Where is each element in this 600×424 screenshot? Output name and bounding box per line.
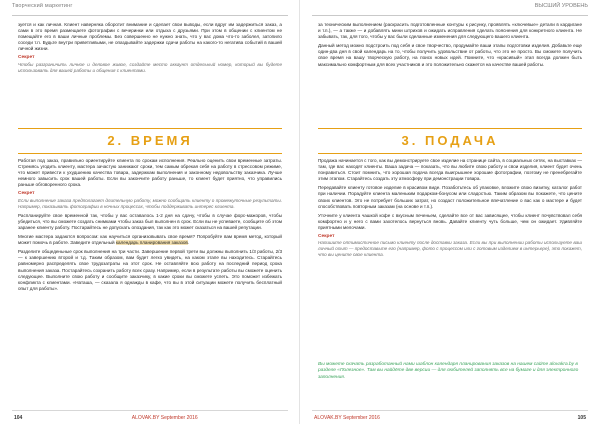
- left-secret1-label: Секрет: [18, 55, 35, 61]
- right-page-number: 105: [577, 415, 586, 421]
- section3-top-rule: [318, 128, 582, 129]
- right-top-column: [318, 22, 582, 71]
- right-secret-text: Напишите оптимистичное письмо клиенту после доставки заказа. Если вы при выполнении работы используете ваш личный опыт — предоставьте его (например, фото с процессом или с готовым изделием в интерьере), это покажет, что вы цените свое клиента.: [318, 240, 582, 258]
- right-top-paragraph: Данный метод можно подстроить под себя и свое творчество, продумайте ваши этапы подготовки изделия. Добавьте еще один-два дня в свой календарь на то, чтобы получить удовольствие от работы, что это не просто. Вы сможете получить свое время на вашу творческую работу, на поиск новых идей. Помните, что «красивый» этап всегда должен быть максимально комфортным для всех участников и это положительно скажется на качестве вашей работы.: [318, 43, 582, 67]
- download-quote: [318, 362, 582, 381]
- section2-title: 2. ВРЕМЯ: [107, 133, 193, 148]
- left-intro-column: [18, 22, 282, 77]
- left-page-number: 104: [14, 415, 23, 421]
- left-secret1-text: Чтобы разграничить личное и деловое живое, создайте место аккаунт отдельный номер, который вы будете использовать для вашей работы и общения с клиентами.: [18, 61, 282, 73]
- download-quote-text: Вы можете скачать разработанный нами шаблон календаря планирования заказов на нашем сайте alovakra.by в разделе «Полезное». Там вы найдёте две версии — для любителей заполнять все на бумаге и для электронного заполнения.: [318, 362, 579, 380]
- left-intro-paragraph: зуется и как личная. Клиент наверняка оборотит внимание и сделает свои выводы, если вдруг им задержиться заказ, а сами в это время размещаете фотографии с вечеринки или отдыха с друзьями. При этом в общении с клиентом не помещайте его в ваши личные проблемы. Без совершенно не нужно знать, что у вас дома что-то заболел, затопило соседи т.п. Будьте внутри приветливыми, не опаздывайте задержки сдачи работы на какого-то негатива событий в вашей личной жизни.: [18, 22, 282, 52]
- right-secret-label: Секрет: [318, 234, 335, 240]
- right-footer: [314, 415, 586, 421]
- section3-title: 3. ПОДАЧА: [401, 133, 499, 148]
- left-body-paragraph: Разделите общеденьные срок выполнения на три части. Завершение первой трети вы должны выполнить 1/3 работы, 2/3 — к завершению второй и т.д. Таким образом, вам будет легко увидеть, на каком этапе вы находитесь. Старайтесь равномерно распределять свое трудозатраты на этот срок. Не оставляйте всю работу на последний период срока выполнения заказа. Постарайтесь сохранить работу всех сразу. Например, если в результате работы вы сможете оценить следующее. Выполните свою работу и сообщите заказчику, в какие сроки вы сможете успеть. Это поможет избежать конфликта с клиентами. «Наташа, — сказала я однажды в кафе, что вы в этой ситуации можете получить бесплатный опыт для работы».: [18, 249, 282, 291]
- right-body-paragraph: Уточните у клиента чашкой кофе с вкусным печеньем, сделайте все от вас зависящее, чтобы клиент почувствовал себя комфортно и у него с вами захотелось вернуться вновь. Давайте клиенту чуть больше, чем он ожидает. Удивляйте приятными мелочами.: [318, 212, 582, 230]
- right-body-column: [318, 158, 582, 261]
- right-body-paragraph: Продажа начинается с того, как вы демонстрируете свое изделие на странице сайта, в социальных сетях, на выставках — там, где вас находят клиенты. Ваша задача — показать, что вы любите свою работу и свои изделия, клиент будет очень понравиться. Стоит помнить, что хорошая подача всегда выигрышнее хорошие фотографии, поэтому не пренебрегайте этим этапом. Старайтесь создать эту атмосферу при демонстрации товара.: [318, 158, 582, 182]
- left-header-rule: [12, 15, 288, 16]
- right-body-paragraph: Передавайте клиенту готовое изделие в красивом виде. Позаботьтесь об упаковке, вложите свою визитку, каталог работ при наличии. Порадуйте клиента маленьким подарком-бонусом или сладостью. Таким образом вы покажете, что цените своих клиентов. Это не потребует больших затрат, но создаст положительное впечатление о вас как о мастере и будет способствовать повторным заказам (на основе и т.п.).: [318, 185, 582, 209]
- left-secret2-text: Если выполнение заказа предполагает длительную работу, можно сообщать клиенту о промежуточные результаты. Например, показывать фотографии в ночных процессах, чтобы поддерживать интерес клиента.: [18, 197, 282, 209]
- left-body-paragraph: Работая под заказ, правильно ориентируйте клиента по срокам исполнения. Реально оценить свои временные затраты. Стремясь угодить клиенту, мастера зачастую занижают сроки, тем самым обрекая себя на работу в стрессовом режиме, что может привести к ухудшению качества товара, задержкам выполнения и законному недовольству заказчика. Лучше немного завысить срок вашей работы. Если вы закончите работу раньше, то клиент будет приятно, что управились раньше обговоренного срока.: [18, 158, 282, 188]
- left-footer-magazine: ALOVAK.BY September 2016: [131, 415, 198, 421]
- left-secret2-label: Секрет: [18, 191, 35, 197]
- right-header-rule: [312, 15, 588, 16]
- left-header-title: Творческий маркетинг: [12, 3, 73, 9]
- left-body-paragraph: Распланируйте свое временной так, чтобы у вас оставалось 1-2 дня на сдачу, чтобы в случае форс-мажоров, чтобы убедиться, что вы сможете создать снимками чтобы заказ был выполнен в срок. Если вы не успеваете, сообщите об этом заранее клиенту работу. Постарайтесь не допускать опоздания, так как это может сказаться на вашей репутации.: [18, 212, 282, 230]
- right-footer-rule: [312, 410, 588, 411]
- calendar-link[interactable]: календарь планирования заказов: [115, 240, 188, 246]
- right-footer-magazine: ALOVAK.BY September 2016: [314, 415, 380, 421]
- left-body-text: Многие мастера задаются вопросом: как научиться организовывать свое время? Попробуйте вам время метод, который может помочь в работе. Заведите отдельный: [18, 234, 282, 246]
- left-body-paragraph: Многие мастера задаются вопросом: как научиться организовывать свое время? Попробуйте вам время метод, который может помочь в работе. Заведите отдельный календарь планирования заказов.: [18, 234, 282, 246]
- right-page: [300, 0, 600, 424]
- section2-bottom-rule: [18, 153, 282, 154]
- right-header-title: ВЫСШИЙ УРОВЕНЬ: [534, 3, 588, 9]
- left-footer: [14, 415, 198, 421]
- left-body-column: [18, 158, 282, 295]
- left-footer-rule: [12, 410, 288, 411]
- section2-top-rule: [18, 128, 282, 129]
- section3-bottom-rule: [318, 153, 582, 154]
- right-top-paragraph: за техническим выполнением (раскрасить подготовленные контуры к рисунку, проявлять «ключевые» детали в кардигане и т.п.), — а также — и добавлять мини штрихов и ожидать исправления сделать пояснения для конкретного клиента. Не забывать, так, для того, чтобы у вас были сделанные изменения для следующего вашего клиента.: [318, 22, 582, 40]
